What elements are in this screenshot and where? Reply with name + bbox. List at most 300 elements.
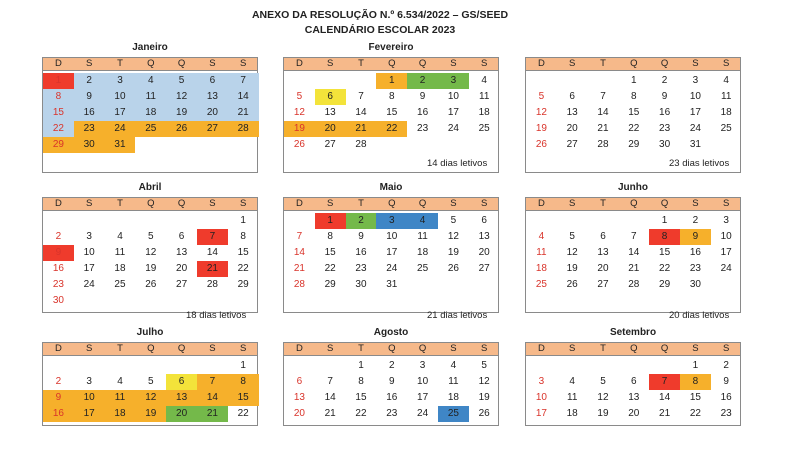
calendar-day: 20	[293, 408, 305, 419]
calendar-day: 12	[597, 392, 609, 403]
calendar-day: 28	[206, 279, 218, 290]
calendar-day: 31	[105, 137, 136, 153]
weekday-label: S	[450, 198, 457, 209]
calendar-day: 8	[43, 89, 74, 105]
weekday-label: T	[358, 343, 364, 354]
calendar-day: 5	[481, 360, 487, 371]
calendar-day: 6	[166, 374, 197, 390]
month-days	[525, 211, 741, 313]
calendar-day: 11	[135, 89, 166, 105]
weekday-label: S	[240, 58, 247, 69]
calendar-day: 7	[197, 374, 228, 390]
weekday-header	[525, 57, 741, 71]
calendar-day: 25	[438, 406, 469, 422]
calendar-day: 10	[535, 392, 547, 403]
calendar-day: 8	[358, 376, 364, 387]
month-days	[42, 356, 258, 426]
calendar-day: 19	[145, 263, 157, 274]
calendar-day: 23	[659, 123, 671, 134]
calendar-day: 7	[327, 376, 333, 387]
calendar-day: 16	[355, 247, 367, 258]
calendar-day: 19	[478, 392, 490, 403]
weekday-label: Q	[147, 58, 155, 69]
calendar-day: 16	[659, 107, 671, 118]
calendar-day: 2	[74, 73, 105, 89]
school-days-note: 23 dias letivos	[669, 158, 730, 169]
calendar-day: 2	[346, 213, 377, 229]
month-janeiro	[42, 42, 258, 187]
weekday-label: S	[692, 198, 699, 209]
weekday-header	[42, 342, 258, 356]
calendar-day: 27	[324, 139, 336, 150]
calendar-day: 23	[386, 408, 398, 419]
calendar-day: 14	[197, 390, 228, 406]
weekday-label: S	[450, 343, 457, 354]
weekday-label: S	[692, 343, 699, 354]
calendar-day: 23	[417, 123, 429, 134]
calendar-day: 29	[237, 279, 249, 290]
weekday-label: D	[537, 198, 545, 209]
calendar-day: 15	[43, 105, 74, 121]
calendar-day: 21	[197, 406, 228, 422]
weekday-label: S	[86, 58, 93, 69]
weekday-label: Q	[177, 58, 186, 69]
calendar-day: 16	[417, 107, 429, 118]
calendar-day: 17	[83, 263, 95, 274]
school-days-note: 18 dias letivos	[186, 310, 247, 321]
calendar-day: 10	[74, 390, 105, 406]
calendar-day: 13	[324, 107, 336, 118]
school-days-note: 20 dias letivos	[669, 310, 730, 321]
calendar-day: 1	[240, 215, 246, 226]
weekday-label: Q	[388, 58, 396, 69]
calendar-day: 14	[659, 392, 671, 403]
month-title: Agosto	[373, 327, 409, 338]
calendar-day: 25	[478, 123, 490, 134]
calendar-day: 18	[478, 107, 490, 118]
calendar-day: 18	[535, 263, 547, 274]
calendar-day: 10	[386, 231, 398, 242]
calendar-day: 27	[197, 121, 228, 137]
calendar-day: 20	[628, 408, 640, 419]
calendar-day: 6	[178, 231, 185, 242]
calendar-day: 27	[597, 279, 609, 290]
calendar-day: 18	[417, 247, 429, 258]
calendar-day: 17	[689, 107, 701, 118]
calendar-day: 1	[631, 75, 637, 86]
calendar-day: 16	[52, 263, 64, 274]
calendar-day: 12	[166, 89, 197, 105]
calendar-day: 18	[566, 408, 578, 419]
calendar-day: 18	[135, 105, 166, 121]
document-title: ANEXO DA RESOLUÇÃO N.º 6.534/2022 – GS/SEED	[251, 9, 509, 21]
calendar-day: 12	[135, 390, 166, 406]
calendar-day: 12	[566, 247, 578, 258]
calendar-day: 9	[74, 89, 105, 105]
calendar-day: 24	[417, 408, 429, 419]
calendar-day: 23	[720, 408, 732, 419]
calendar-day: 4	[407, 213, 438, 229]
month-title: Janeiro	[132, 42, 168, 53]
weekday-label: Q	[660, 58, 669, 69]
calendar-day: 4	[723, 75, 729, 86]
calendar-day: 27	[566, 139, 578, 150]
weekday-header	[525, 342, 741, 356]
calendar-day: 8	[327, 231, 333, 242]
calendar-day: 7	[631, 231, 637, 242]
calendar-day: 6	[296, 376, 303, 387]
calendar-day: 17	[105, 105, 136, 121]
calendar-day: 17	[447, 107, 459, 118]
weekday-label: Q	[630, 58, 638, 69]
calendar-day: 9	[661, 91, 668, 102]
weekday-label: S	[86, 198, 93, 209]
calendar-day: 21	[293, 263, 305, 274]
calendar-day: 13	[293, 392, 305, 403]
weekday-label: D	[295, 58, 303, 69]
calendar-day: 31	[386, 279, 398, 290]
calendar-day: 1	[240, 360, 246, 371]
calendar-day: 22	[628, 123, 640, 134]
school-days-note: 21 dias letivos	[427, 310, 488, 321]
calendar-day: 9	[43, 245, 74, 261]
calendar-day: 11	[479, 91, 490, 102]
calendar-day: 16	[43, 406, 74, 422]
calendar-day: 5	[166, 73, 197, 89]
calendar-day: 14	[324, 392, 336, 403]
calendar-day: 24	[447, 123, 459, 134]
calendar-day: 12	[447, 231, 459, 242]
calendar-day: 21	[324, 408, 336, 419]
calendar-day: 19	[284, 121, 315, 137]
calendar-day: 5	[600, 376, 606, 387]
weekday-header	[525, 197, 741, 211]
calendar-day: 29	[628, 139, 640, 150]
calendar-day: 11	[721, 91, 732, 102]
calendar-day: 21	[659, 408, 671, 419]
calendar-day: 13	[197, 89, 228, 105]
calendar-day: 15	[228, 390, 259, 406]
calendar-day: 21	[346, 121, 377, 137]
weekday-label: T	[358, 198, 364, 209]
weekday-label: S	[209, 58, 216, 69]
calendar-day: 4	[117, 231, 123, 242]
document-subtitle: CALENDÁRIO ESCOLAR 2023	[304, 24, 456, 36]
calendar-day: 27	[478, 263, 490, 274]
calendar-day: 19	[566, 263, 578, 274]
calendar-day: 11	[567, 392, 578, 403]
calendar-day: 19	[166, 105, 197, 121]
calendar-day: 5	[538, 91, 545, 102]
calendar-day: 30	[659, 139, 671, 150]
month-maio	[283, 182, 499, 327]
month-days	[42, 71, 258, 173]
month-title: Junho	[618, 182, 648, 193]
month-title: Fevereiro	[368, 42, 414, 53]
month-days	[283, 211, 499, 313]
calendar-day: 9	[358, 231, 364, 242]
calendar-day: 7	[296, 231, 303, 242]
calendar-day: 4	[481, 75, 487, 86]
calendar-day: 5	[148, 376, 154, 387]
calendar-day: 24	[720, 263, 732, 274]
calendar-day: 10	[720, 231, 732, 242]
calendar-day: 15	[386, 107, 398, 118]
weekday-label: Q	[388, 198, 396, 209]
school-days-note: 14 dias letivos	[427, 158, 488, 169]
calendar-day: 15	[355, 392, 367, 403]
calendar-day: 28	[597, 139, 609, 150]
calendar-day: 9	[419, 91, 426, 102]
weekday-label: Q	[147, 198, 155, 209]
calendar-day: 17	[74, 406, 105, 422]
calendar-day: 9	[43, 390, 74, 406]
month-days	[283, 356, 499, 426]
calendar-day: 7	[228, 73, 259, 89]
calendar-day: 22	[324, 263, 336, 274]
calendar-day: 2	[692, 215, 699, 226]
month-junho	[525, 182, 741, 327]
weekday-label: S	[569, 198, 576, 209]
calendar-day: 6	[631, 376, 637, 387]
calendar-day: 18	[105, 406, 136, 422]
weekday-label: S	[723, 343, 730, 354]
calendar-day: 4	[135, 73, 166, 89]
calendar-day: 14	[206, 247, 218, 258]
calendar-day: 3	[376, 213, 407, 229]
weekday-label: T	[117, 58, 123, 69]
weekday-label: S	[692, 58, 699, 69]
calendar-day: 1	[358, 360, 364, 371]
calendar-day: 4	[569, 376, 575, 387]
calendar-day: 29	[324, 279, 336, 290]
calendar-day: 25	[417, 263, 429, 274]
weekday-label: Q	[630, 343, 638, 354]
calendar-day: 3	[86, 231, 92, 242]
calendar-day: 7	[649, 374, 680, 390]
calendar-day: 1	[315, 213, 346, 229]
calendar-day: 13	[176, 247, 188, 258]
calendar-day: 7	[600, 91, 606, 102]
calendar-day: 7	[197, 229, 228, 245]
calendar-day: 1	[376, 73, 407, 89]
calendar-day: 22	[355, 408, 367, 419]
calendar-day: 15	[628, 107, 640, 118]
weekday-label: Q	[177, 343, 186, 354]
calendar-day: 2	[389, 360, 395, 371]
month-title: Maio	[379, 182, 403, 193]
calendar-day: 23	[689, 263, 701, 274]
calendar-day: 20	[566, 123, 578, 134]
calendar-day: 30	[74, 137, 105, 153]
weekday-label: T	[117, 198, 123, 209]
calendar-day: 18	[720, 107, 732, 118]
calendar-day: 1	[692, 360, 699, 371]
calendar-day: 31	[689, 139, 701, 150]
calendar-day: 21	[597, 123, 609, 134]
weekday-label: Q	[177, 198, 186, 209]
calendar-day: 6	[315, 89, 346, 105]
calendar-day: 4	[538, 231, 545, 242]
calendar-day: 21	[197, 261, 228, 277]
calendar-day: 12	[478, 376, 490, 387]
calendar-day: 7	[358, 91, 364, 102]
weekday-label: S	[569, 58, 576, 69]
weekday-header	[283, 57, 499, 71]
calendar-day: 14	[597, 107, 609, 118]
weekday-label: S	[86, 343, 93, 354]
calendar-day: 19	[535, 123, 547, 134]
calendar-day: 20	[597, 263, 609, 274]
weekday-label: S	[209, 343, 216, 354]
weekday-label: S	[481, 58, 488, 69]
calendar-day: 3	[86, 376, 92, 387]
month-days	[525, 356, 741, 426]
calendar-day: 6	[197, 73, 228, 89]
calendar-day: 14	[228, 89, 259, 105]
calendar-day: 21	[628, 263, 640, 274]
calendar-day: 27	[176, 279, 188, 290]
calendar-day: 16	[74, 105, 105, 121]
calendar-day: 6	[481, 215, 487, 226]
weekday-header	[42, 197, 258, 211]
weekday-label: T	[600, 343, 606, 354]
calendar-day: 3	[419, 360, 426, 371]
calendar-day: 22	[43, 121, 74, 137]
calendar-day: 26	[293, 139, 305, 150]
calendar-day: 19	[135, 406, 166, 422]
calendar-day: 13	[166, 390, 197, 406]
weekday-label: D	[54, 343, 62, 354]
calendar-day: 4	[117, 376, 123, 387]
calendar-day: 5	[148, 231, 154, 242]
calendar-day: 28	[628, 279, 640, 290]
calendar-day: 11	[536, 247, 547, 258]
calendar-day: 20	[478, 247, 490, 258]
weekday-label: S	[327, 343, 334, 354]
weekday-label: Q	[418, 343, 427, 354]
weekday-label: S	[327, 58, 334, 69]
month-title: Setembro	[609, 327, 657, 338]
calendar-day: 28	[293, 279, 305, 290]
calendar-day: 29	[43, 137, 74, 153]
weekday-label: Q	[418, 198, 427, 209]
calendar-day: 5	[450, 215, 457, 226]
calendar-day: 24	[105, 121, 136, 137]
month-agosto	[283, 327, 499, 472]
calendar-day: 3	[438, 73, 469, 89]
calendar-day: 22	[237, 263, 249, 274]
calendar-day: 18	[447, 392, 459, 403]
calendar-day: 20	[197, 105, 228, 121]
calendar-day: 23	[355, 263, 367, 274]
weekday-label: D	[537, 58, 545, 69]
calendar-day: 10	[447, 91, 459, 102]
weekday-header	[42, 57, 258, 71]
weekday-label: D	[295, 343, 303, 354]
calendar-day: 11	[105, 390, 136, 406]
weekday-label: S	[481, 198, 488, 209]
weekday-label: S	[240, 343, 247, 354]
calendar-day: 13	[478, 231, 490, 242]
calendar-day: 26	[535, 139, 547, 150]
calendar-day: 14	[355, 107, 367, 118]
weekday-label: D	[54, 58, 62, 69]
month-title: Abril	[138, 182, 162, 193]
calendar-day: 15	[689, 392, 701, 403]
weekday-label: D	[54, 198, 62, 209]
calendar-day: 2	[55, 231, 62, 242]
calendar-day: 22	[689, 408, 701, 419]
month-abril	[42, 182, 258, 327]
calendar-day: 2	[723, 360, 729, 371]
calendar-day: 14	[628, 247, 640, 258]
calendar-day: 4	[450, 360, 457, 371]
weekday-label: S	[481, 343, 488, 354]
weekday-label: S	[723, 58, 730, 69]
calendar-day: 3	[692, 75, 699, 86]
calendar-day: 29	[659, 279, 671, 290]
weekday-label: D	[295, 198, 303, 209]
calendar-day: 5	[569, 231, 575, 242]
calendar-day: 8	[649, 229, 680, 245]
calendar-day: 26	[478, 408, 490, 419]
calendar-day: 13	[628, 392, 640, 403]
calendar-day: 22	[237, 408, 249, 419]
weekday-label: T	[600, 198, 606, 209]
calendar-day: 9	[680, 229, 711, 245]
calendar-day: 16	[689, 247, 701, 258]
calendar-day: 1	[661, 215, 668, 226]
calendar-day: 24	[386, 263, 398, 274]
calendar-day: 25	[535, 279, 547, 290]
calendar-day: 8	[631, 91, 637, 102]
calendar-day: 20	[315, 121, 346, 137]
weekday-label: D	[537, 343, 545, 354]
calendar-day: 2	[55, 376, 62, 387]
weekday-label: Q	[630, 198, 638, 209]
weekday-label: Q	[660, 198, 669, 209]
weekday-label: Q	[660, 343, 669, 354]
calendar-day: 6	[600, 231, 606, 242]
calendar-day: 9	[723, 376, 729, 387]
weekday-header	[283, 342, 499, 356]
calendar-day: 10	[689, 91, 701, 102]
calendar-day: 26	[447, 263, 459, 274]
calendar-day: 26	[145, 279, 157, 290]
calendar-day: 24	[689, 123, 701, 134]
calendar-day: 6	[569, 91, 575, 102]
calendar-day: 11	[448, 376, 459, 387]
calendar-day: 22	[659, 263, 671, 274]
calendar-day: 10	[417, 376, 429, 387]
calendar-day: 17	[386, 247, 398, 258]
calendar-day: 22	[376, 121, 407, 137]
calendar-day: 19	[447, 247, 459, 258]
calendar-day: 20	[176, 263, 188, 274]
calendar-day: 3	[538, 376, 545, 387]
calendar-day: 13	[566, 107, 578, 118]
calendar-day: 17	[535, 408, 547, 419]
calendar-day: 21	[228, 105, 259, 121]
calendar-day: 3	[723, 215, 729, 226]
weekday-label: Q	[418, 58, 427, 69]
calendar-day: 26	[566, 279, 578, 290]
calendar-day: 25	[114, 279, 126, 290]
weekday-label: T	[117, 343, 123, 354]
month-days	[42, 211, 258, 313]
month-setembro	[525, 327, 741, 472]
